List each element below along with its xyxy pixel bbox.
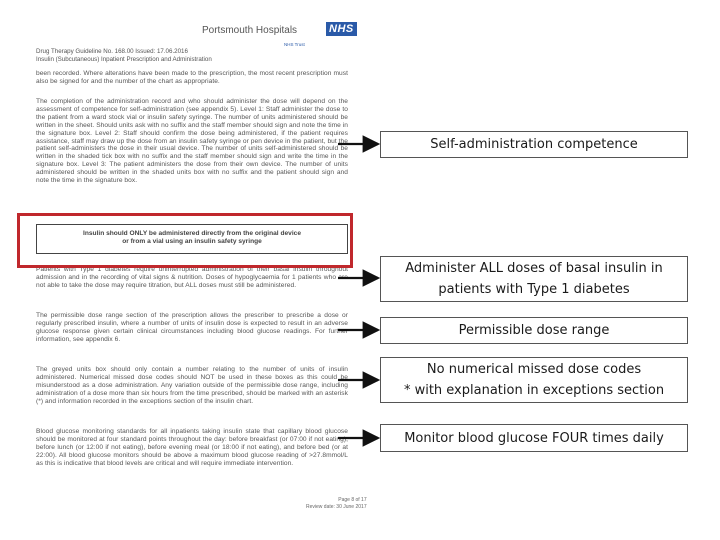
callout-glucose (380, 424, 688, 452)
missed-dose-paragraph: The greyed units box should only contain a number relating to the number of units of insulin administered. Numerical missed dose codes should NOT be used in these boxes as this could be misunderstood as a dose administration. Any variation outside of the permissible dose range, including administration of a dose more than six hours from the time prescribed, should be marked with an asterisk (*) and information recorded in the exceptions section of the insulin chart. (36, 366, 348, 405)
callout-glucose-line1: Monitor blood glucose FOUR times daily (404, 430, 664, 446)
footer-page: Page 8 of 17 (338, 497, 367, 503)
insulin-warning-text: Insulin should ONLY be administered directly from the original device or from a vial using an insulin safety syringe (82, 230, 301, 245)
callout-missed-line1: No numerical missed dose codes (426, 362, 642, 377)
callout-missed-dose (380, 357, 688, 403)
callout-basal-line2: patients with Type 1 diabetes (438, 282, 630, 297)
basal-insulin-paragraph: Patients with Type 1 diabetes require uninterrupted administration of their basal insulin throughout admission and in the recording of vital signs & nutrition. Doses of hypoglycaemia for 1 patients who are not able to take the dose may require titration, but ALL doses must still be administered. (36, 266, 348, 289)
guideline-ref: Drug Therapy Guideline No. 168.00 Issued: 17.06.2016 (36, 48, 188, 55)
callout-basal-insulin (380, 256, 688, 302)
callout-dose-range (380, 317, 688, 344)
callout-missed-line2: * with explanation in exceptions section (403, 383, 665, 398)
dose-range-paragraph: The permissible dose range section of the prescription allows the prescriber to prescribe a dose or regularly prescribed insulin, where a number of units of insulin dose is expected to result in an adverse glucose response given certain clinical circumstances including blood glucose readings. For further information, see appendix 6. (36, 312, 348, 343)
competence-paragraph: The completion of the administration record and who should administer the dose will depend on the assessment of competence for self-administration (see appendix 5). Level 1: Staff administer the dose to the patient from a ward stock vial or insulin safety syringe. The number of units administered should be written in the sheet. Should units ask with no suffix and the staff member should sign and note the time in the signature box. Level 2: Staff should confirm the dose being administered, if the patient requires assistance, staff may draw up the dose from an insulin safety syringe or pen device in the patient, but the patient self-administers the dose in their usual device. The number of units self-administered should be written in the shaded tick box with no suffix and the staff member should sign and write the time in the signature box. Level 3: The patient administers the dose from their own device. The number of units administered should be written in the shaded units box with no suffix and the patient should sign and note the time in the signature box. (36, 98, 348, 185)
intro-paragraph: been recorded. Where alterations have been made to the prescription, the most recent prescription must also be signed for and the number of the chart as appropriate. (36, 70, 348, 85)
callout-competence-line1: Self-administration competence (430, 137, 638, 152)
callout-range-line1: Permissible dose range (458, 323, 610, 338)
footer-date: Review date: 30 June 2017 (306, 504, 367, 510)
callout-basal-line1: Administer ALL doses of basal insulin in (405, 261, 663, 276)
trust-label: NHS Trust (284, 42, 305, 47)
logo-text: Portsmouth Hospitals (202, 25, 298, 36)
callout-competence (380, 131, 688, 158)
glucose-monitoring-paragraph: Blood glucose monitoring standards for all inpatients taking insulin state that capillary blood glucose should be monitored at four standard points throughout the day: before breakfast (or 07:00 if not eating), before lunch (or 12:00 if not eating), before evening meal (or 18:00 if not eating), and before bed (or at 22:00). All blood glucose monitors should be above a maximum blood glucose reading of >27.8mmol/L as this is indicative that blood levels are critical and will require immediate intervention. (36, 428, 348, 467)
nhs-badge: NHS (326, 22, 357, 36)
guideline-title: Insulin (Subcutaneous) Inpatient Prescription and Administration (36, 56, 212, 63)
